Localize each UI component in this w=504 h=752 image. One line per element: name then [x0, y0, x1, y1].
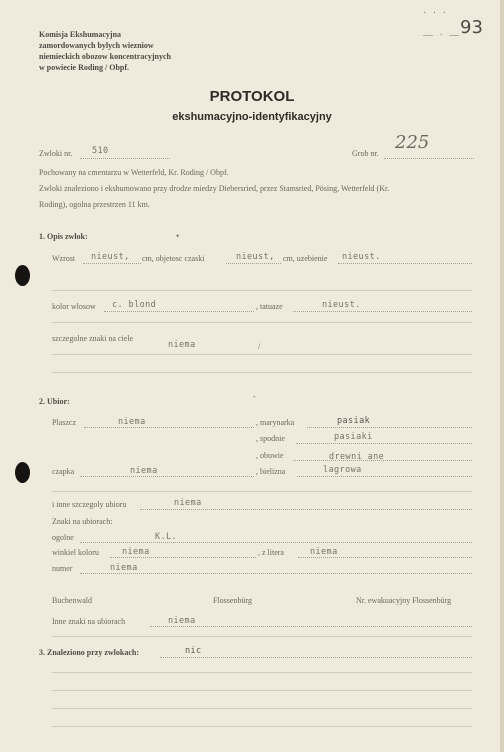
zwloki-value: 510 [92, 146, 109, 156]
znaki-na-ciele-value: niema [168, 340, 196, 350]
bielizna-value: lagrowa [323, 465, 362, 475]
dot-mark: • [176, 231, 180, 241]
punch-hole-upper [15, 265, 30, 286]
grob-label: Grob nr. [352, 149, 379, 158]
znaki-na-ciele-label: szczegolne znaki na ciele [52, 334, 134, 343]
wzrost-label: Wzrost [52, 254, 76, 263]
czapka-value: niema [130, 466, 158, 476]
winkiel-label: winkiel koloru [52, 548, 99, 557]
intro-line: Pochowany na cmentarzu w Wetterfeld, Kr. Roding / Obpf. [39, 168, 229, 177]
document-title: PROTOKOL [209, 88, 295, 105]
marynarka-value: pasiak [337, 416, 371, 426]
winkiel-value: niema [122, 547, 150, 557]
inne-szczegoly-value: niema [174, 498, 202, 508]
page-number: 93 [460, 17, 483, 38]
plaszcz-value: niema [118, 417, 146, 427]
obuwie-label: , obuwie [256, 451, 284, 460]
znaki-na-ubiorach-label: Znaki na ubiorach: [52, 517, 113, 526]
slash-mark: / [258, 342, 261, 351]
dash-mark: - [253, 392, 256, 401]
intro-line: Roding), ogolna przestrzen 11 km. [39, 200, 150, 209]
tatuaze-value: nieust. [322, 300, 361, 310]
header-line: w powiecie Roding / Obpf. [39, 63, 130, 72]
uzebienie-label: cm, uzebienie [283, 254, 328, 263]
inne-znaki-value: niema [168, 616, 196, 626]
camp-flossenburg: Flossenbürg [213, 596, 252, 605]
marynarka-label: , marynarka [256, 418, 295, 427]
litera-value: niema [310, 547, 338, 557]
wzrost-value: nieust, [91, 252, 130, 262]
ogolne-label: ogolne [52, 533, 74, 542]
objetosc-value: nieust, [236, 252, 275, 262]
header-line: niemieckich obozow koncentracyjnych [39, 52, 171, 61]
camp-evacuation-number: Nr. ewakuacyjny Flossenbürg [356, 596, 452, 605]
page-number-marks: · · · [423, 8, 448, 19]
section-2-title: 2. Ubior: [39, 397, 70, 406]
zwloki-label: Zwloki nr. [39, 149, 73, 158]
section-3-value: nic [185, 646, 202, 656]
kolor-label: kolor wlosow [52, 302, 96, 311]
bielizna-label: , bielizna [256, 467, 286, 476]
document-subtitle: ekshumacyjno-identyfikacyjny [172, 111, 332, 123]
plaszcz-label: Plaszcz [52, 418, 76, 427]
litera-label: , z litera [258, 548, 284, 557]
punch-hole-lower [15, 462, 30, 483]
objetosc-label: cm, objetosc czaski [142, 254, 205, 263]
numer-label: numer [52, 564, 73, 573]
inne-znaki-label: Inne znaki na ubiorach [52, 617, 126, 626]
header-line: zamordowanych bylych wiezniow [39, 41, 154, 50]
section-1-title: 1. Opis zwlok: [39, 232, 88, 241]
ogolne-value: K.L. [155, 532, 178, 542]
spodnie-label: , spodnie [256, 434, 285, 443]
numer-value: niema [110, 563, 138, 573]
kolor-value: c. blond [112, 300, 157, 310]
spodnie-value: pasiaki [334, 432, 373, 442]
camp-buchenwald: Buchenwald [52, 596, 92, 605]
intro-line: Zwloki znaleziono i ekshumowano przy drodze miedzy Diebersried, przez Stamsried, Pösing, Wetterfeld (Kr. [39, 184, 390, 193]
page-number-marks: — · — [423, 30, 462, 41]
uzebienie-value: nieust. [342, 252, 381, 262]
section-3-title: 3. Znaleziono przy zwlokach: [39, 648, 139, 657]
header-line: Komisja Ekshumacyjna [39, 30, 122, 39]
inne-szczegoly-label: i inne szczegoly ubioru [52, 500, 127, 509]
tatuaze-label: , tatuaze [256, 302, 283, 311]
obuwie-value: drewni ane [329, 452, 385, 462]
czapka-label: czapka [52, 467, 75, 476]
grob-value: 225 [395, 132, 430, 153]
